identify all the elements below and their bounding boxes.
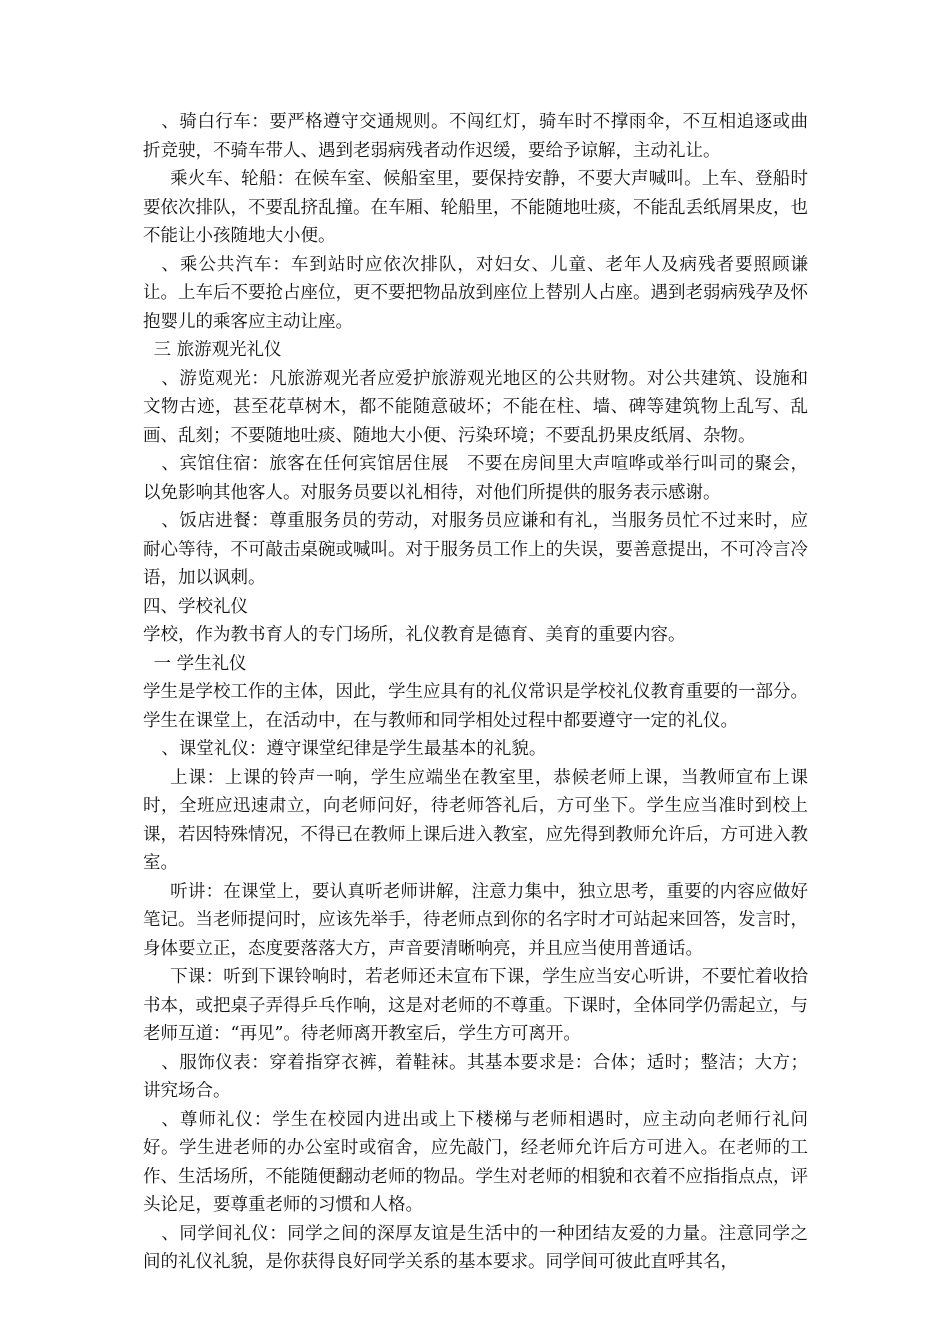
paragraph-dress: 、服饰仪表：穿着指穿衣裤，着鞋袜。其基本要求是：合体；适时；整洁；大方；讲究场合。 [143, 1052, 808, 1101]
paragraph-train-ship: 乘火车、轮船：在候车室、候船室里，要保持安静，不要大声喊叫。上车、登船时要依次排队，不要乱挤乱撞。在车厢、轮船里，不能随地吐痰，不能乱丢纸屑果皮，也不能让小孩随地大小便。 [143, 169, 808, 246]
paragraph-sightseeing: 、游览观光：凡旅游观光者应爱护旅游观光地区的公共财物。对公共建筑、设施和文物古迹，甚至花草树木，都不能随意破坏；不能在柱、墙、碑等建筑物上乱写、乱画、乱刻；不要随地吐痰、随地大小便、污染环境；不要乱扔果皮纸屑、杂物。 [143, 368, 808, 446]
paragraph-school-intro: 学校，作为教书育人的专门场所，礼仪教育是德育、美育的重要内容。 [143, 625, 686, 645]
paragraph-respect-teacher: 、尊师礼仪：学生在校园内进出或上下楼梯与老师相遇时，应主动向老师行礼问好。学生进老师的办公室时或宿舍，应先敲门，经老师允许后方可进入。在老师的工作、生活场所，不能随便翻动老师的物品。学生对老师的相貌和衣着不应指指点点，评头论足，要尊重老师的习惯和人格。 [143, 1109, 808, 1215]
paragraph-hotel: 、宾馆住宿：旅客在任何宾馆居住展 不要在房间里大声喧哗或举行叫司的聚会，以免影响其他客人。对服务员要以礼相待，对他们所提供的服务表示感谢。 [143, 454, 808, 503]
paragraph-class-end: 下课：听到下课铃响时，若老师还未宣布下课，学生应当安心听讲，不要忙着收拾书本，或把桌子弄得乒乓作响，这是对老师的不尊重。下课时，全体同学仍需起立，与老师互道：“再见”。待老师离开教室后，学生方可离开。 [143, 967, 808, 1044]
paragraph-classroom: 、课堂礼仪：遵守课堂纪律是学生最基本的礼貌。 [161, 739, 547, 759]
document-body [143, 108, 808, 1277]
paragraph-listening: 听讲：在课堂上，要认真听老师讲解，注意力集中，独立思考，重要的内容应做好笔记。当老师提问时，应该先举手，待老师点到你的名字时才可站起来回答，发言时，身体要立正，态度要落落大方，声音要清晰响亮，并且应当使用普通话。 [143, 881, 808, 959]
paragraph-class-start: 上课：上课的铃声一响，学生应端坐在教室里，恭候老师上课，当教师宣布上课时，全班应迅速肃立，向老师问好，待老师答礼后，方可坐下。学生应当准时到校上课，若因特殊情况，不得已在教师上课后进入教室，应先得到教师允许后，方可进入教室。 [143, 767, 808, 873]
paragraph-restaurant: 、饭店进餐：尊重服务员的劳动，对服务员应谦和有礼，当服务员忙不过来时，应耐心等待，不可敲击桌碗或喊叫。对于服务员工作上的失误，要善意提出，不可冷言冷语，加以讽刺。 [143, 511, 808, 588]
section-heading-tourism: 三 旅游观光礼仪 [153, 340, 282, 360]
paragraph-bicycle: 、骑白行车：要严格遵守交通规则。不闯红灯，骑车时不撑雨伞，不互相追逐或曲折竞驶，不骑车带人、遇到老弱病残者动作迟缓，要给予谅解，主动礼让。 [143, 112, 808, 161]
paragraph-classmates: 、同学间礼仪：同学之间的深厚友谊是生活中的一种团结友爱的力量。注意同学之间的礼仪礼貌，是你获得良好同学关系的基本要求。同学间可彼此直呼其名， [143, 1223, 808, 1272]
section-heading-student: 一 学生礼仪 [153, 653, 247, 674]
paragraph-bus: 、乘公共汽车：车到站时应依次排队，对妇女、儿童、老年人及病残者要照顾谦让。上车后不要抢占座位，更不要把物品放到座位上替别人占座。遇到老弱病残孕及怀抱婴儿的乘客应主动让座。 [143, 254, 808, 332]
section-heading-school: 四、学校礼仪 [143, 596, 248, 617]
paragraph-student-intro: 学生是学校工作的主体，因此，学生应具有的礼仪常识是学校礼仪教育重要的一部分。学生在课堂上，在活动中，在与教师和同学相处过程中都要遵守一定的礼仪。 [143, 682, 808, 731]
